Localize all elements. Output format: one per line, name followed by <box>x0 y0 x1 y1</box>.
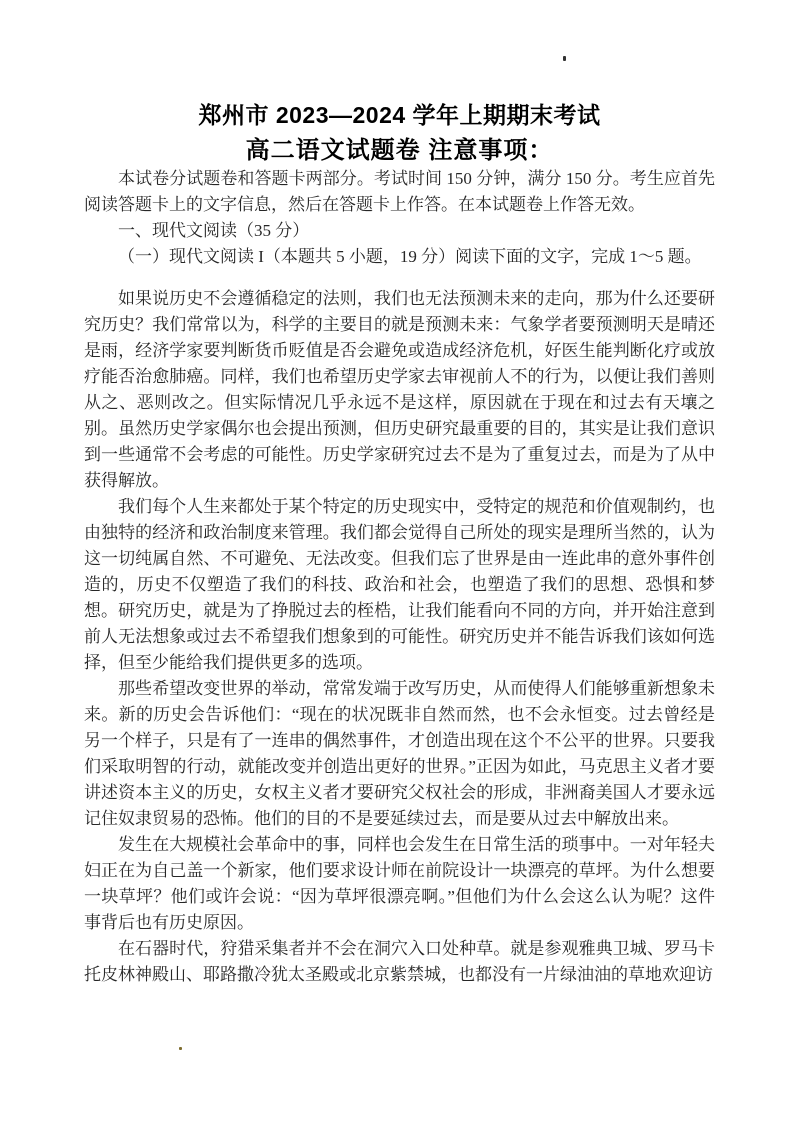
passage-paragraph-5: 在石器时代，狩猎采集者并不会在洞穴入口处种草。就是参观雅典卫城、罗马卡托皮林神殿山、耶路撒冷犹太圣殿或北京紫禁城，也都没有一片绿油油的草地欢迎访 <box>84 939 715 984</box>
section-heading: 一、现代文阅读（35 分） <box>118 221 310 240</box>
scan-artifact-dot <box>563 56 566 61</box>
passage-paragraph-1: 如果说历史不会遵循稳定的法则，我们也无法预测未来的走向，那为什么还要研究历史？我们常常以为，科学的主要目的就是预测未来：气象学者要预测明天是晴还是雨，经济学家要判断货币贬值是否会避免或造成经济危机，好医生能判断化疗或放疗能否治愈肺癌。同样，我们也希望历史学家去审视前人不的行为，以便让我们善则从之、恶则改之。但实际情况几乎永远不是这样，原因就在于现在和过去有天壤之别。虽然历史学家偶尔也会提出预测，但历史研究最重要的目的，其实是让我们意识到一些通常不会考虑的可能性。历史学家研究过去不是为了重复过去，而是为了从中获得解放。 <box>84 289 715 490</box>
document-content <box>84 100 715 988</box>
reading-passage <box>84 286 715 988</box>
exam-subtitle: 高二语文试题卷 注意事项： <box>245 137 554 164</box>
exam-title: 郑州市 2023—2024 学年上期期末考试 <box>198 102 601 128</box>
exam-notice: 本试卷分试题卷和答题卡两部分。考试时间 150 分钟，满分 150 分。考生应首先阅读答题卡上的文字信息，然后在答题卡上作答。在本试题卷上作答无效。 <box>84 169 715 214</box>
passage-paragraph-4: 发生在大规模社会革命中的事，同样也会发生在日常生活的琐事中。一对年轻夫妇正在为自己盖一个新家，他们要求设计师在前院设计一块漂亮的草坪。为什么想要一块草坪？他们或许会说：“因为草坪很漂亮啊。”但他们为什么会这么认为呢？这件事背后也有历史原因。 <box>84 835 715 932</box>
passage-paragraph-3: 那些希望改变世界的举动，常常发端于改写历史，从而使得人们能够重新想象未来。新的历史会告诉他们：“现在的状况既非自然而然，也不会永恒变。过去曾经是另一个样子，只是有了一连串的偶然事件，才创造出现在这个不公平的世界。只要我们采取明智的行动，就能改变并创造出更好的世界。”正因为如此，马克思主义者才要讲述资本主义的历史，女权主义者才要研究父权社会的形成，非洲裔美国人才要永远记住奴隶贸易的恐怖。他们的目的不是要延续过去，而是要从过去中解放出来。 <box>84 679 715 828</box>
subsection-heading: （一）现代文阅读 I（本题共 5 小题，19 分）阅读下面的文字，完成 1～5 题。 <box>118 247 702 266</box>
passage-paragraph-2: 我们每个人生来都处于某个特定的历史现实中，受特定的规范和价值观制约，也由独特的经济和政治制度来管理。我们都会觉得自己所处的现实是理所当然的，认为这一切纯属自然、不可避免、无法改变。但我们忘了世界是由一连此串的意外事件创造的，历史不仅塑造了我们的科技、政治和社会，也塑造了我们的思想、恐惧和梦想。研究历史，就是为了挣脱过去的桎梏，让我们能看向不同的方向，并开始注意到前人无法想象或过去不希望我们想象到的可能性。研究历史并不能告诉我们该如何选择，但至少能给我们提供更多的选项。 <box>84 497 715 672</box>
scan-artifact-dot <box>179 1047 182 1050</box>
